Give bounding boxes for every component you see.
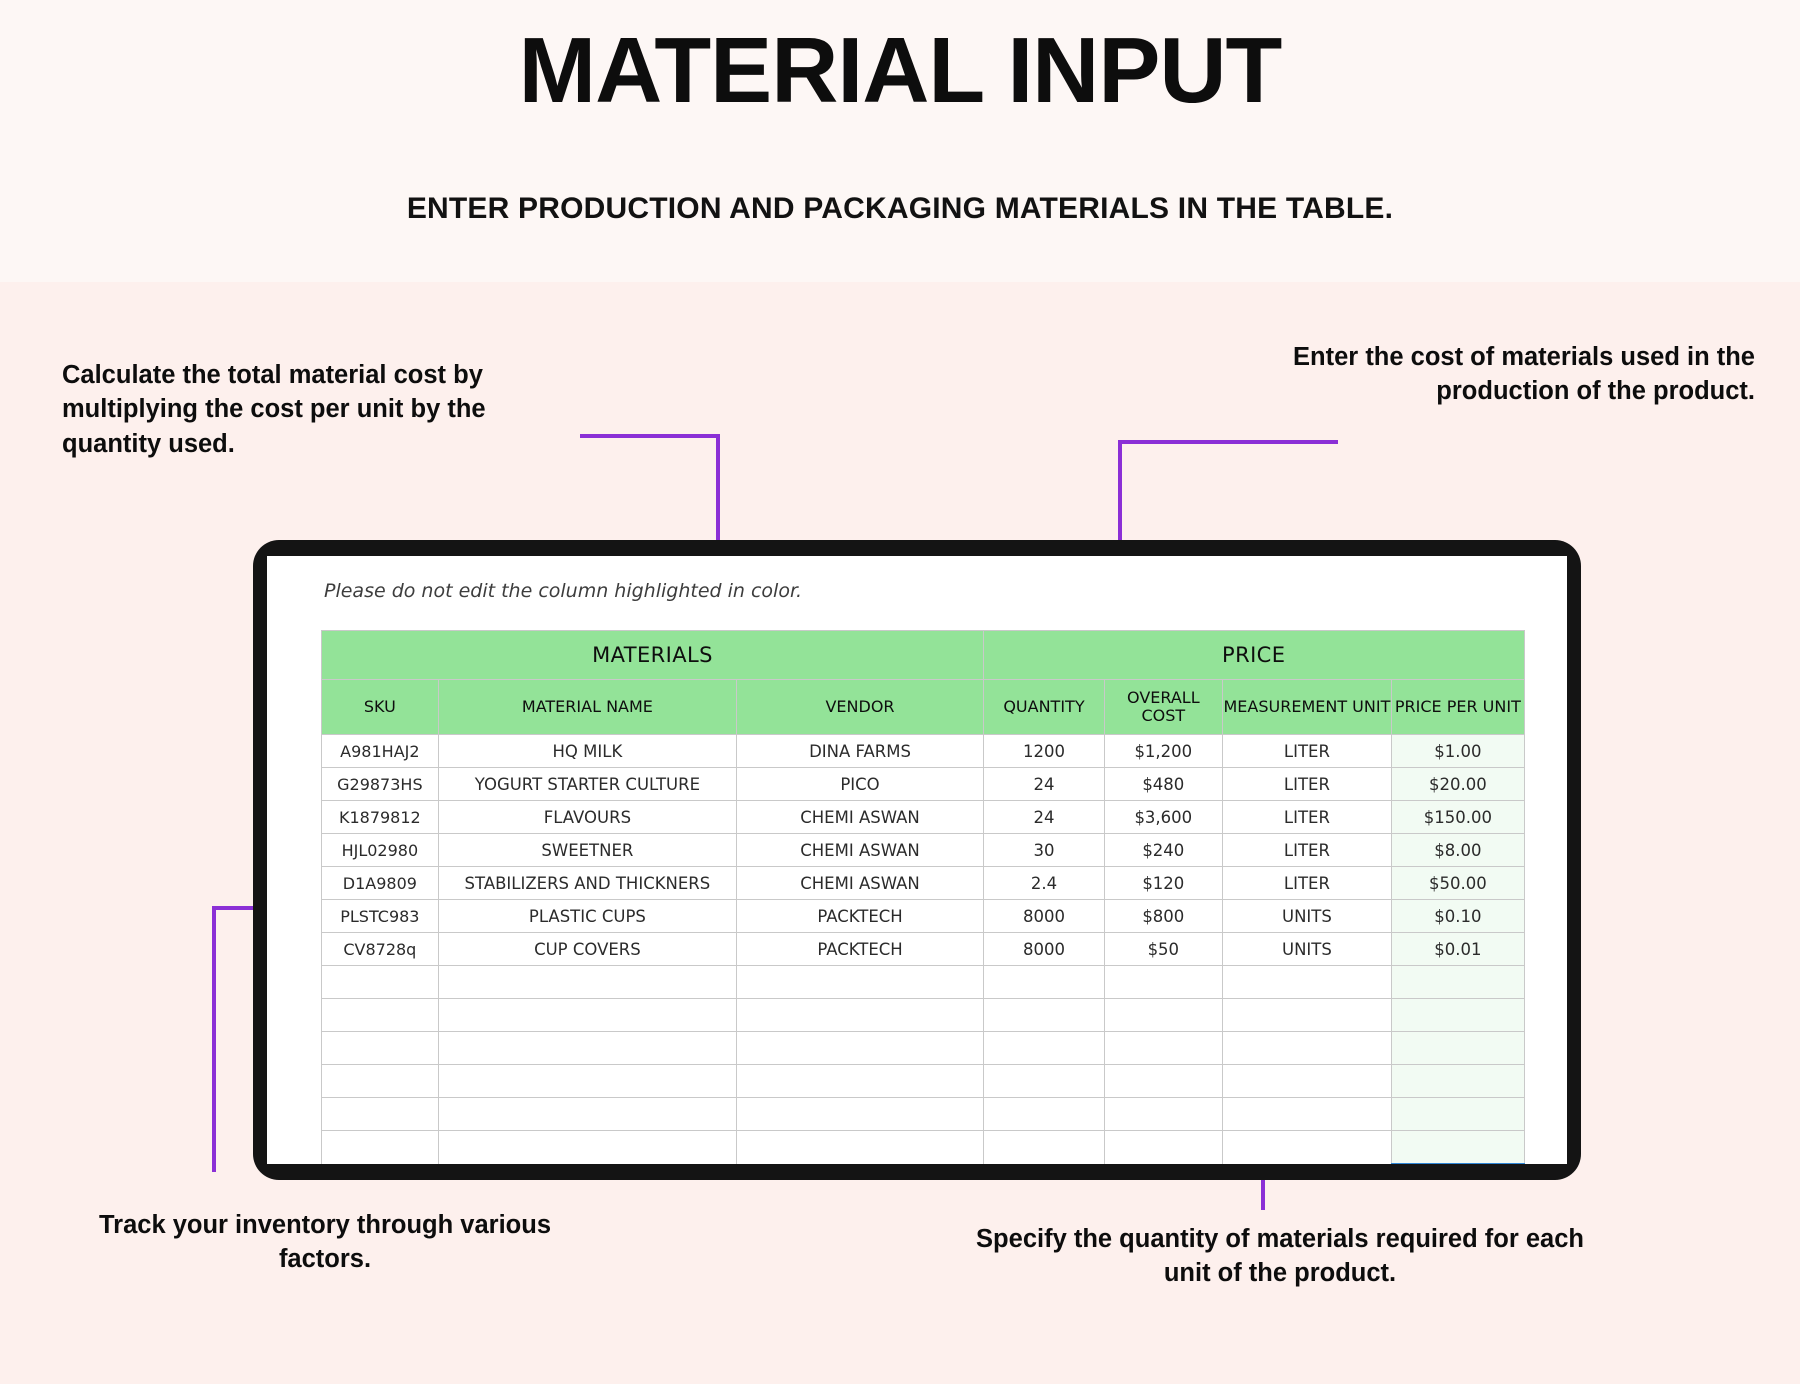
cell-quantity[interactable] — [983, 999, 1104, 1032]
cell-overall-cost[interactable]: $480 — [1104, 768, 1222, 801]
table-row-empty[interactable] — [322, 999, 1525, 1032]
sheet-note: Please do not edit the column highlighted in color. — [324, 580, 803, 602]
annotation-bottom-right: Specify the quantity of materials required for each unit of the product. — [976, 1225, 1584, 1288]
column-header-material-name: MATERIAL NAME — [438, 680, 736, 735]
cell-overall-cost[interactable]: $3,600 — [1104, 801, 1222, 834]
cell-vendor[interactable] — [737, 1098, 984, 1131]
table-row[interactable] — [322, 900, 1525, 933]
cell-vendor[interactable]: PICO — [737, 768, 984, 801]
group-header-price: PRICE — [983, 631, 1524, 680]
cell-quantity[interactable] — [983, 966, 1104, 999]
cell-overall-cost[interactable] — [1104, 1098, 1222, 1131]
cell-price-per-unit: $20.00 — [1392, 768, 1524, 801]
cell-quantity[interactable] — [983, 1131, 1104, 1165]
cell-measurement-unit[interactable] — [1222, 1065, 1392, 1098]
cell-vendor[interactable]: CHEMI ASWAN — [737, 801, 984, 834]
cell-quantity[interactable] — [983, 1098, 1104, 1131]
page-subtitle: ENTER PRODUCTION AND PACKAGING MATERIALS IN THE TABLE. — [406, 192, 1394, 225]
table-row-empty[interactable] — [322, 1032, 1525, 1065]
cell-quantity[interactable]: 8000 — [983, 933, 1104, 966]
cell-vendor[interactable]: CHEMI ASWAN — [737, 867, 984, 900]
table-row-empty[interactable] — [322, 1098, 1525, 1131]
materials-table[interactable] — [321, 630, 1525, 1164]
cell-price-per-unit: $150.00 — [1392, 801, 1524, 834]
cell-price-per-unit: $50.00 — [1392, 867, 1524, 900]
cell-overall-cost[interactable]: $1,200 — [1104, 735, 1222, 768]
cell-price-per-unit — [1392, 1098, 1524, 1131]
cell-measurement-unit[interactable] — [1222, 966, 1392, 999]
cell-price-per-unit: $0.01 — [1392, 933, 1524, 966]
cell-measurement-unit[interactable]: UNITS — [1222, 900, 1392, 933]
cell-sku[interactable]: A981HAJ2 — [322, 735, 439, 768]
cell-material-name[interactable]: HQ MILK — [438, 735, 736, 768]
cell-quantity[interactable]: 24 — [983, 801, 1104, 834]
table-body — [322, 735, 1525, 1165]
column-header-sku: SKU — [322, 680, 439, 735]
column-header-price-per-unit: PRICE PER UNIT — [1392, 680, 1524, 735]
cell-material-name[interactable] — [438, 1131, 736, 1165]
cell-price-per-unit: $1.00 — [1392, 735, 1524, 768]
table-row[interactable] — [322, 735, 1525, 768]
cell-vendor[interactable]: PACKTECH — [737, 933, 984, 966]
page-title: MATERIAL INPUT — [518, 18, 1282, 122]
cell-sku[interactable]: PLSTC983 — [322, 900, 439, 933]
cell-sku[interactable] — [322, 1032, 439, 1065]
cell-vendor[interactable] — [737, 1131, 984, 1165]
cell-overall-cost[interactable] — [1104, 1065, 1222, 1098]
cell-quantity[interactable]: 8000 — [983, 900, 1104, 933]
cell-overall-cost[interactable]: $50 — [1104, 933, 1222, 966]
cell-sku[interactable] — [322, 966, 439, 999]
cell-overall-cost[interactable] — [1104, 1131, 1222, 1165]
annotation-bottom-left: Track your inventory through various factors. — [98, 1211, 551, 1274]
cell-price-per-unit: $0.10 — [1392, 900, 1524, 933]
column-header-quantity: QUANTITY — [983, 680, 1104, 735]
cell-overall-cost[interactable] — [1104, 966, 1222, 999]
cell-measurement-unit[interactable]: LITER — [1222, 834, 1392, 867]
cell-vendor[interactable]: DINA FARMS — [737, 735, 984, 768]
cell-vendor[interactable] — [737, 966, 984, 999]
cell-sku[interactable]: CV8728q — [322, 933, 439, 966]
table-row-empty[interactable] — [322, 1065, 1525, 1098]
cell-vendor[interactable] — [737, 1032, 984, 1065]
column-header-overall-cost: OVERALL COST — [1104, 680, 1222, 735]
cell-quantity[interactable] — [983, 1065, 1104, 1098]
annotation-top-left: Calculate the total material cost by multiplying the cost per unit by the quantity used. — [62, 361, 486, 458]
column-header-measurement-unit: MEASUREMENT UNIT — [1222, 680, 1392, 735]
cell-sku[interactable]: HJL02980 — [322, 834, 439, 867]
annotation-top-right: Enter the cost of materials used in the production of the product. — [1293, 343, 1755, 406]
group-header-materials: MATERIALS — [322, 631, 984, 680]
cell-price-per-unit: $8.00 — [1392, 834, 1524, 867]
cell-measurement-unit[interactable]: LITER — [1222, 801, 1392, 834]
spreadsheet-screen[interactable] — [267, 556, 1567, 1164]
cell-material-name[interactable] — [438, 966, 736, 999]
cell-sku[interactable] — [322, 1065, 439, 1098]
cell-quantity[interactable]: 1200 — [983, 735, 1104, 768]
cell-measurement-unit[interactable] — [1222, 1032, 1392, 1065]
cell-material-name[interactable] — [438, 1098, 736, 1131]
table-row-empty[interactable] — [322, 966, 1525, 999]
cell-sku[interactable]: D1A9809 — [322, 867, 439, 900]
cell-material-name[interactable]: PLASTIC CUPS — [438, 900, 736, 933]
cell-measurement-unit[interactable] — [1222, 1098, 1392, 1131]
cell-vendor[interactable]: PACKTECH — [737, 900, 984, 933]
cell-quantity[interactable]: 30 — [983, 834, 1104, 867]
cell-quantity[interactable]: 2.4 — [983, 867, 1104, 900]
table-row[interactable] — [322, 768, 1525, 801]
cell-measurement-unit[interactable]: LITER — [1222, 768, 1392, 801]
table-row[interactable] — [322, 933, 1525, 966]
cell-measurement-unit[interactable]: LITER — [1222, 735, 1392, 768]
table-group-header-row — [322, 631, 1525, 680]
table-row[interactable] — [322, 867, 1525, 900]
cell-sku[interactable]: G29873HS — [322, 768, 439, 801]
cell-price-per-unit — [1392, 966, 1524, 999]
cell-sku[interactable]: K1879812 — [322, 801, 439, 834]
table-row[interactable] — [322, 801, 1525, 834]
cell-material-name[interactable]: FLAVOURS — [438, 801, 736, 834]
cell-vendor[interactable]: CHEMI ASWAN — [737, 834, 984, 867]
cell-vendor[interactable] — [737, 999, 984, 1032]
column-header-vendor: VENDOR — [737, 680, 984, 735]
cell-overall-cost[interactable]: $800 — [1104, 900, 1222, 933]
cell-measurement-unit[interactable] — [1222, 1131, 1392, 1165]
cell-price-per-unit — [1392, 999, 1524, 1032]
cell-quantity[interactable] — [983, 1032, 1104, 1065]
cell-material-name[interactable]: CUP COVERS — [438, 933, 736, 966]
cell-sku[interactable] — [322, 1098, 439, 1131]
cell-price-per-unit — [1392, 1131, 1524, 1165]
table-row-empty[interactable] — [322, 1131, 1525, 1165]
cell-measurement-unit[interactable]: UNITS — [1222, 933, 1392, 966]
cell-material-name[interactable]: STABILIZERS AND THICKNERS — [438, 867, 736, 900]
cell-material-name[interactable] — [438, 1065, 736, 1098]
cell-measurement-unit[interactable] — [1222, 999, 1392, 1032]
cell-quantity[interactable]: 24 — [983, 768, 1104, 801]
table-row[interactable] — [322, 834, 1525, 867]
cell-price-per-unit — [1392, 1032, 1524, 1065]
cell-material-name[interactable]: SWEETNER — [438, 834, 736, 867]
cell-sku[interactable] — [322, 1131, 439, 1165]
cell-overall-cost[interactable]: $120 — [1104, 867, 1222, 900]
cell-material-name[interactable] — [438, 999, 736, 1032]
cell-material-name[interactable] — [438, 1032, 736, 1065]
table-column-header-row — [322, 680, 1525, 735]
cell-measurement-unit[interactable]: LITER — [1222, 867, 1392, 900]
cell-vendor[interactable] — [737, 1065, 984, 1098]
cell-overall-cost[interactable]: $240 — [1104, 834, 1222, 867]
cell-price-per-unit — [1392, 1065, 1524, 1098]
cell-overall-cost[interactable] — [1104, 999, 1222, 1032]
cell-sku[interactable] — [322, 999, 439, 1032]
tablet-device-frame — [253, 540, 1581, 1180]
cell-material-name[interactable]: YOGURT STARTER CULTURE — [438, 768, 736, 801]
cell-overall-cost[interactable] — [1104, 1032, 1222, 1065]
